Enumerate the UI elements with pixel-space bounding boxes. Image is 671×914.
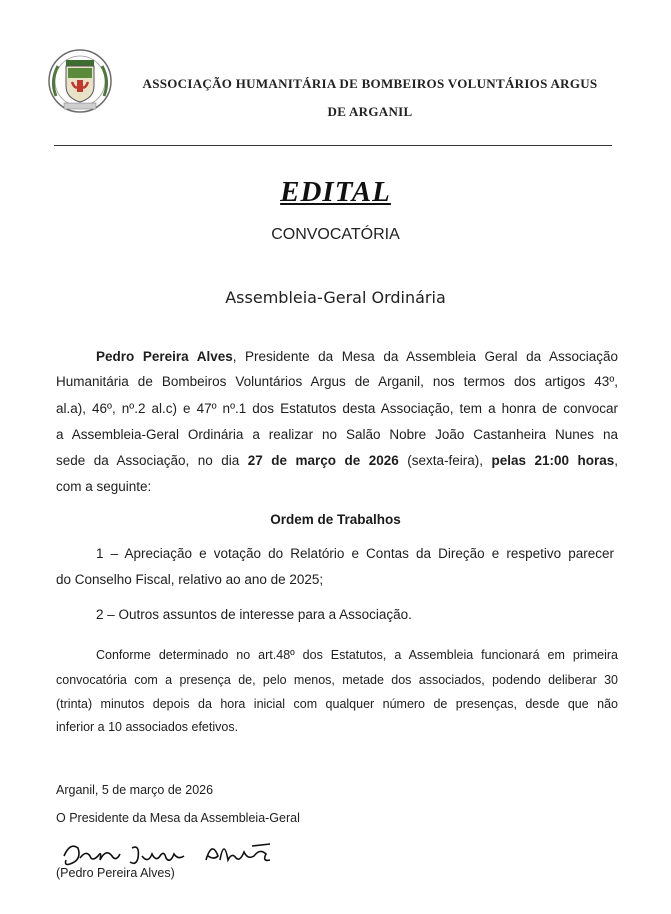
header-divider: [54, 145, 612, 146]
meeting-date: 27 de março de 2026: [247, 453, 399, 468]
quorum-line-4: inferior a 10 associados efetivos.: [56, 720, 239, 734]
subtitle: CONVOCATÓRIA: [271, 226, 400, 243]
agenda-title: Ordem de Trabalhos: [270, 512, 401, 527]
quorum-line-3: (trinta) minutos depois da hora inicial com qualquer número de presenças, desde que não: [56, 697, 618, 711]
intro-line-2: Humanitária de Bombeiros Voluntários Argus de Arganil, nos termos dos artigos 43º,: [56, 374, 618, 389]
quorum-line-2: convocatória com a presença de, pelo menos, metade dos associados, podendo deliberar 30: [56, 673, 618, 687]
signatory-name: (Pedro Pereira Alves): [56, 866, 175, 880]
president-name: Pedro Pereira Alves: [96, 349, 233, 364]
page-title: EDITAL: [280, 176, 391, 208]
intro-line-3: al.a), 46º, nº.2 al.c) e 47º nº.1 dos Estatutos desta Associação, tem a honra de convocar: [56, 401, 618, 416]
org-name-line1: ASSOCIAÇÃO HUMANITÁRIA DE BOMBEIROS VOLUNTÁRIOS ARGUS: [142, 76, 598, 91]
intro-line-4: a Assembleia-Geral Ordinária a realizar no Salão Nobre João Castanheira Nunes na: [56, 427, 618, 442]
association-logo: [46, 46, 114, 116]
place-date: Arganil, 5 de março de 2026: [56, 783, 214, 797]
signer-role: O Presidente da Mesa da Assembleia-Geral: [56, 811, 300, 825]
meeting-time: pelas 21:00 horas: [491, 453, 615, 468]
org-name-line2: DE ARGANIL: [327, 104, 413, 119]
intro-line-5: sede da Associação, no dia 27 de março de 2026 (sexta-feira), pelas 21:00 horas,: [56, 453, 618, 468]
intro-line-1: Pedro Pereira Alves, Presidente da Mesa da Assembleia Geral da Associação: [96, 349, 618, 364]
agenda-item-2: 2 – Outros assuntos de interesse para a Associação.: [96, 607, 412, 622]
assembly-heading: Assembleia-Geral Ordinária: [225, 288, 446, 307]
quorum-line-1: Conforme determinado no art.48º dos Estatutos, a Assembleia funcionará em primeira: [96, 648, 618, 662]
agenda-item-1-line-1: 1 – Apreciação e votação do Relatório e Contas da Direção e respetivo parecer: [96, 546, 614, 561]
agenda-item-1-line-2: do Conselho Fiscal, relativo ao ano de 2025;: [56, 572, 324, 587]
intro-line-6: com a seguinte:: [56, 479, 152, 494]
